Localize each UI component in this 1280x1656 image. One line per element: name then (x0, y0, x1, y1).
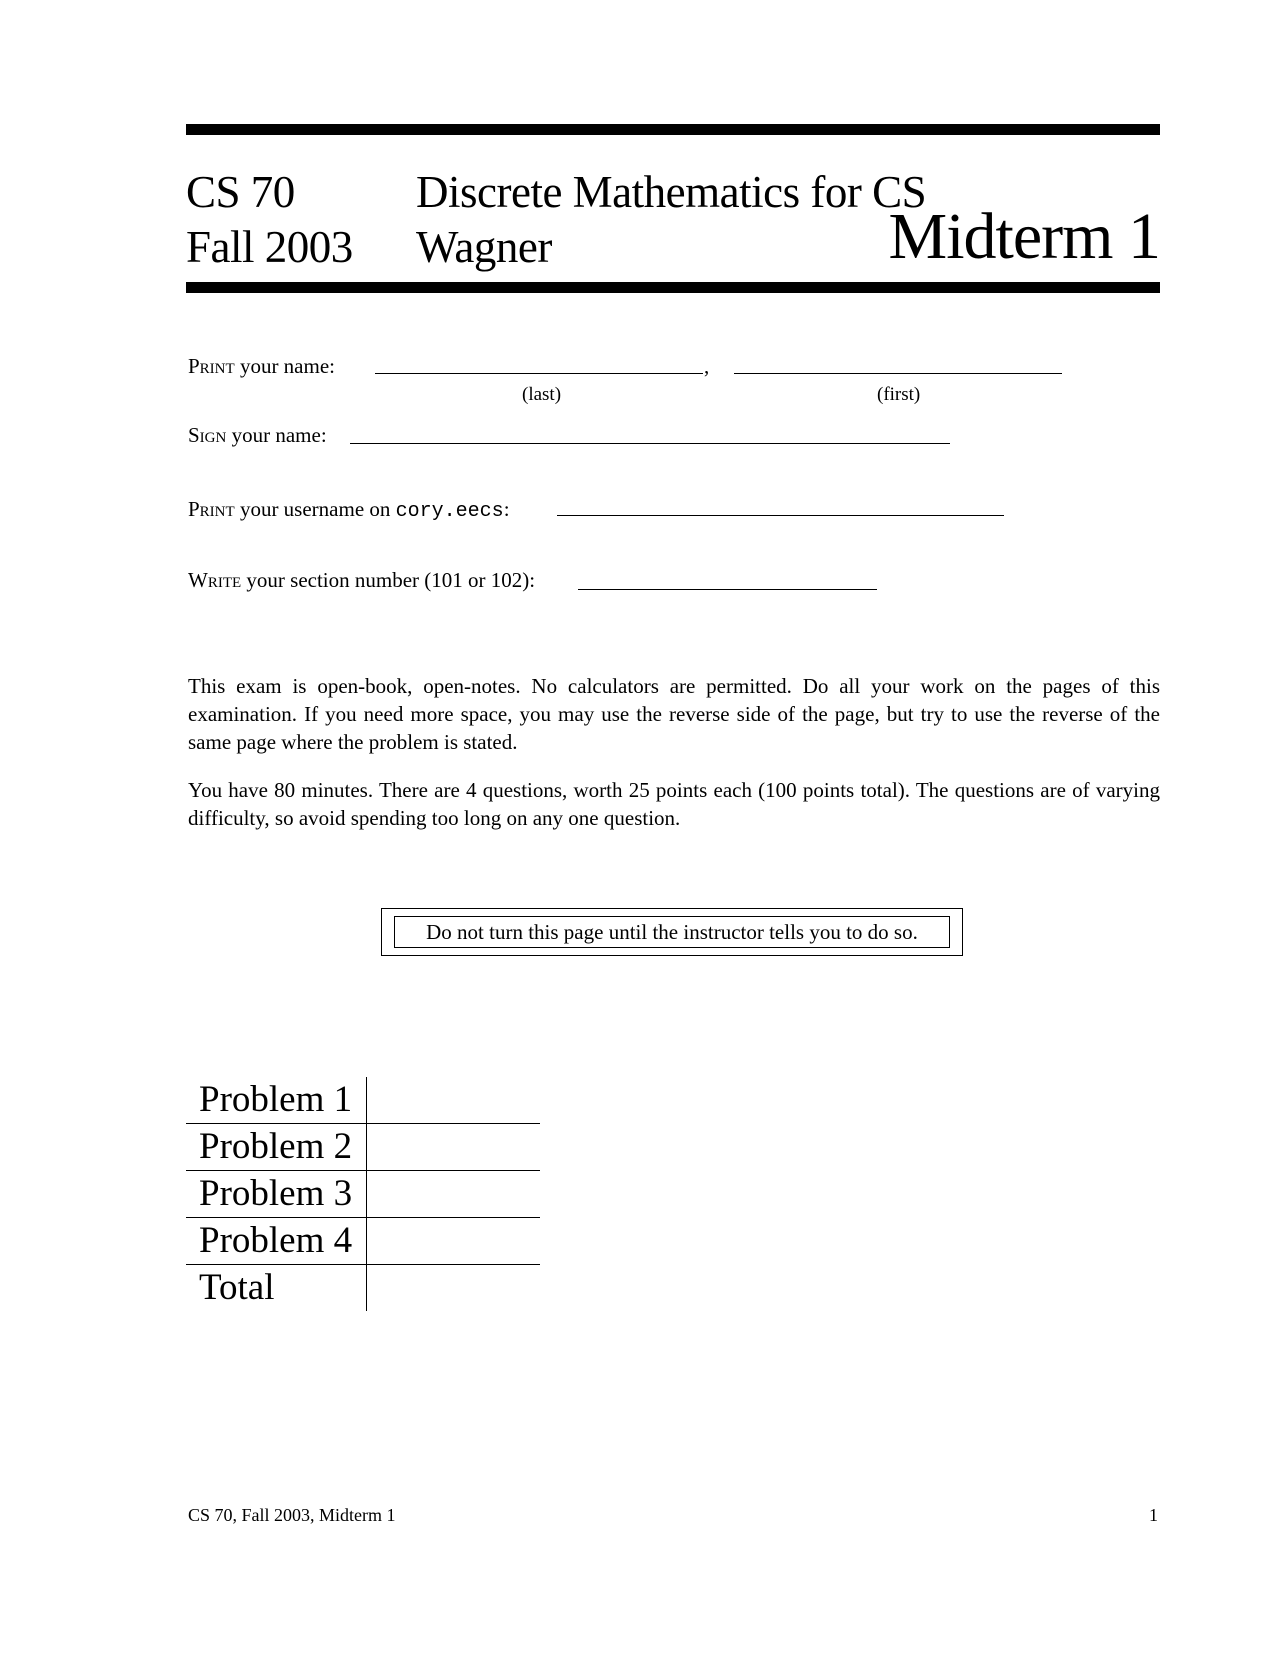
score-cell[interactable] (367, 1171, 541, 1218)
score-row (186, 1218, 540, 1265)
score-row (186, 1077, 540, 1124)
score-table (186, 1077, 540, 1311)
username-field[interactable] (557, 515, 1004, 516)
score-row-label: Problem 2 (186, 1124, 367, 1171)
header-rule-bottom (186, 282, 1160, 293)
instructor: Wagner (416, 222, 552, 272)
score-row-total (186, 1265, 540, 1312)
exam-title: Midterm 1 (888, 200, 1160, 273)
score-row (186, 1124, 540, 1171)
footer-title: CS 70, Fall 2003, Midterm 1 (188, 1505, 396, 1525)
score-cell[interactable] (367, 1218, 541, 1265)
print-name-label: Print your name: (188, 354, 335, 378)
score-row (186, 1171, 540, 1218)
first-name-field[interactable] (734, 373, 1062, 374)
score-row-label: Problem 4 (186, 1218, 367, 1265)
instructions-paragraph-2: You have 80 minutes. There are 4 questions, worth 25 points each (100 points total). The questions are of varying difficulty, so avoid spending too long on any one question. (188, 778, 1160, 830)
score-row-label: Problem 3 (186, 1171, 367, 1218)
notice-box (381, 908, 963, 956)
term: Fall 2003 (186, 222, 353, 272)
course-title: Discrete Mathematics for CS (416, 167, 927, 217)
username-label: Print your username on cory.eecs: (188, 497, 510, 523)
score-row-label: Total (186, 1265, 367, 1312)
notice-text: Do not turn this page until the instructor tells you to do so. (394, 916, 950, 948)
score-row-label: Problem 1 (186, 1077, 367, 1124)
score-cell[interactable] (367, 1124, 541, 1171)
host-name: cory.eecs (395, 500, 504, 523)
last-name-field[interactable] (375, 373, 703, 374)
section-label: Write your section number (101 or 102): (188, 568, 536, 592)
sign-name-label: Sign your name: (188, 423, 327, 447)
name-comma: , (704, 354, 710, 378)
page-number: 1 (1149, 1505, 1158, 1525)
section-field[interactable] (578, 589, 877, 590)
instructions-paragraph-1: This exam is open-book, open-notes. No calculators are permitted. Do all your work on the pages of this examination. If you need more space, you may use the reverse side of the page, but try to use the reverse of the same page where the problem is stated. (188, 674, 1160, 754)
total-score-cell[interactable] (367, 1265, 541, 1312)
last-name-caption: (last) (522, 384, 562, 405)
first-name-caption: (first) (877, 384, 921, 405)
signature-field[interactable] (350, 443, 950, 444)
score-cell[interactable] (367, 1077, 541, 1124)
header-rule-top (186, 124, 1160, 135)
course-code: CS 70 (186, 167, 295, 217)
